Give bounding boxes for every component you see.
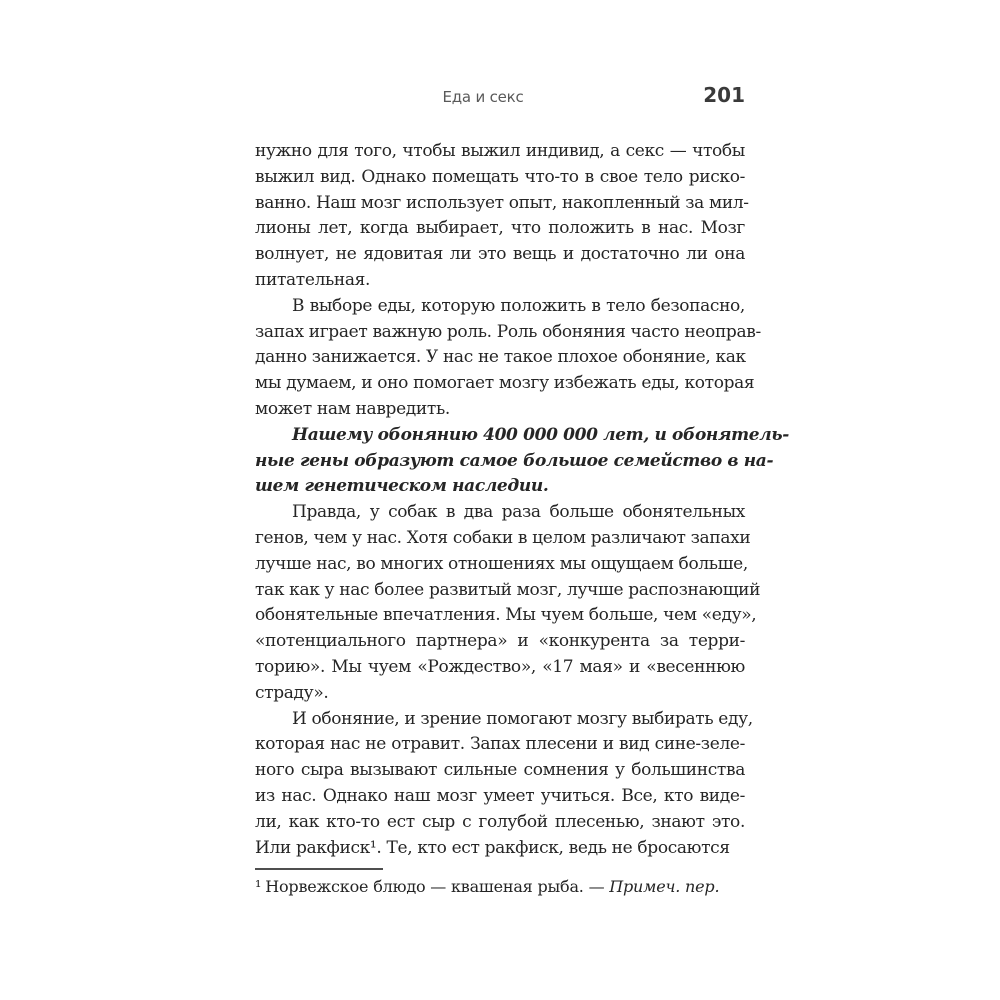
footnote-source: Примеч. пер.: [609, 877, 720, 896]
text-line: И обоняние, и зрение помогают мозгу выбирать еду,: [292, 708, 753, 729]
text-line: Правда, у собак в два раза больше обонятельных: [292, 502, 745, 523]
text-line: из нас. Однако наш мозг умеет учиться. Все, кто виде-: [255, 785, 745, 806]
text-line: Нашему обонянию 400 000 000 лет, и обонятель-: [292, 424, 789, 445]
text-line: лионы лет, когда выбирает, что положить в нас. Мозг: [255, 218, 745, 239]
text-line: Или ракфиск¹. Те, кто ест ракфиск, ведь не бросаются: [255, 837, 730, 858]
text-line: «потенциального партнера» и «конкурента за терри-: [255, 631, 745, 652]
text-line: В выборе еды, которую положить в тело безопасно,: [292, 295, 745, 316]
text-line: выжил вид. Однако помещать что-то в свое тело риско-: [255, 166, 745, 187]
text-line: может нам навредить.: [255, 398, 450, 419]
text-line: запах играет важную роль. Роль обоняния часто неоправ-: [255, 321, 761, 342]
text-line: питательная.: [255, 269, 371, 290]
text-line: ванно. Наш мозг использует опыт, накопленный за мил-: [255, 192, 749, 213]
text-line: ные гены образуют самое большое семейство в на-: [255, 450, 774, 471]
text-line: обонятельные впечатления. Мы чуем больше, чем «еду»,: [255, 605, 757, 626]
footnote-body: Норвежское блюдо — квашеная рыба. —: [265, 877, 610, 896]
text-line: генов, чем у нас. Хотя собаки в целом различают запахи: [255, 527, 751, 548]
text-line: нужно для того, чтобы выжил индивид, а секс — чтобы: [255, 141, 745, 161]
page-number: 201: [703, 83, 745, 107]
text-line: лучше нас, во многих отношениях мы ощущаем больше,: [255, 553, 748, 574]
footnote-text: [255, 877, 745, 896]
text-line: торию». Мы чуем «Рождество», «17 мая» и «весеннюю: [255, 656, 745, 677]
text-line: так как у нас более развитый мозг, лучше распознающий: [255, 579, 761, 600]
footnote: [255, 868, 745, 896]
text-line: страду».: [255, 682, 329, 703]
text-line: данно занижается. У нас не такое плохое обоняние, как: [255, 347, 746, 368]
footnote-marker: ¹: [255, 877, 262, 896]
text-line: мы думаем, и оно помогает мозгу избежать еды, которая: [255, 373, 755, 394]
text-line: ли, как кто-то ест сыр с голубой плесенью, знают это.: [255, 811, 745, 832]
text-line: шем генетическом наследии.: [255, 476, 549, 497]
body-text: [255, 139, 789, 861]
running-title: Еда и секс: [442, 88, 524, 106]
text-line: которая нас не отравит. Запах плесени и вид сине-зеле-: [255, 734, 745, 755]
text-line: ного сыра вызывают сильные сомнения у большинства: [255, 760, 745, 781]
footnote-rule: [255, 868, 383, 870]
text-line: волнует, не ядовитая ли это вещь и достаточно ли она: [255, 244, 745, 265]
